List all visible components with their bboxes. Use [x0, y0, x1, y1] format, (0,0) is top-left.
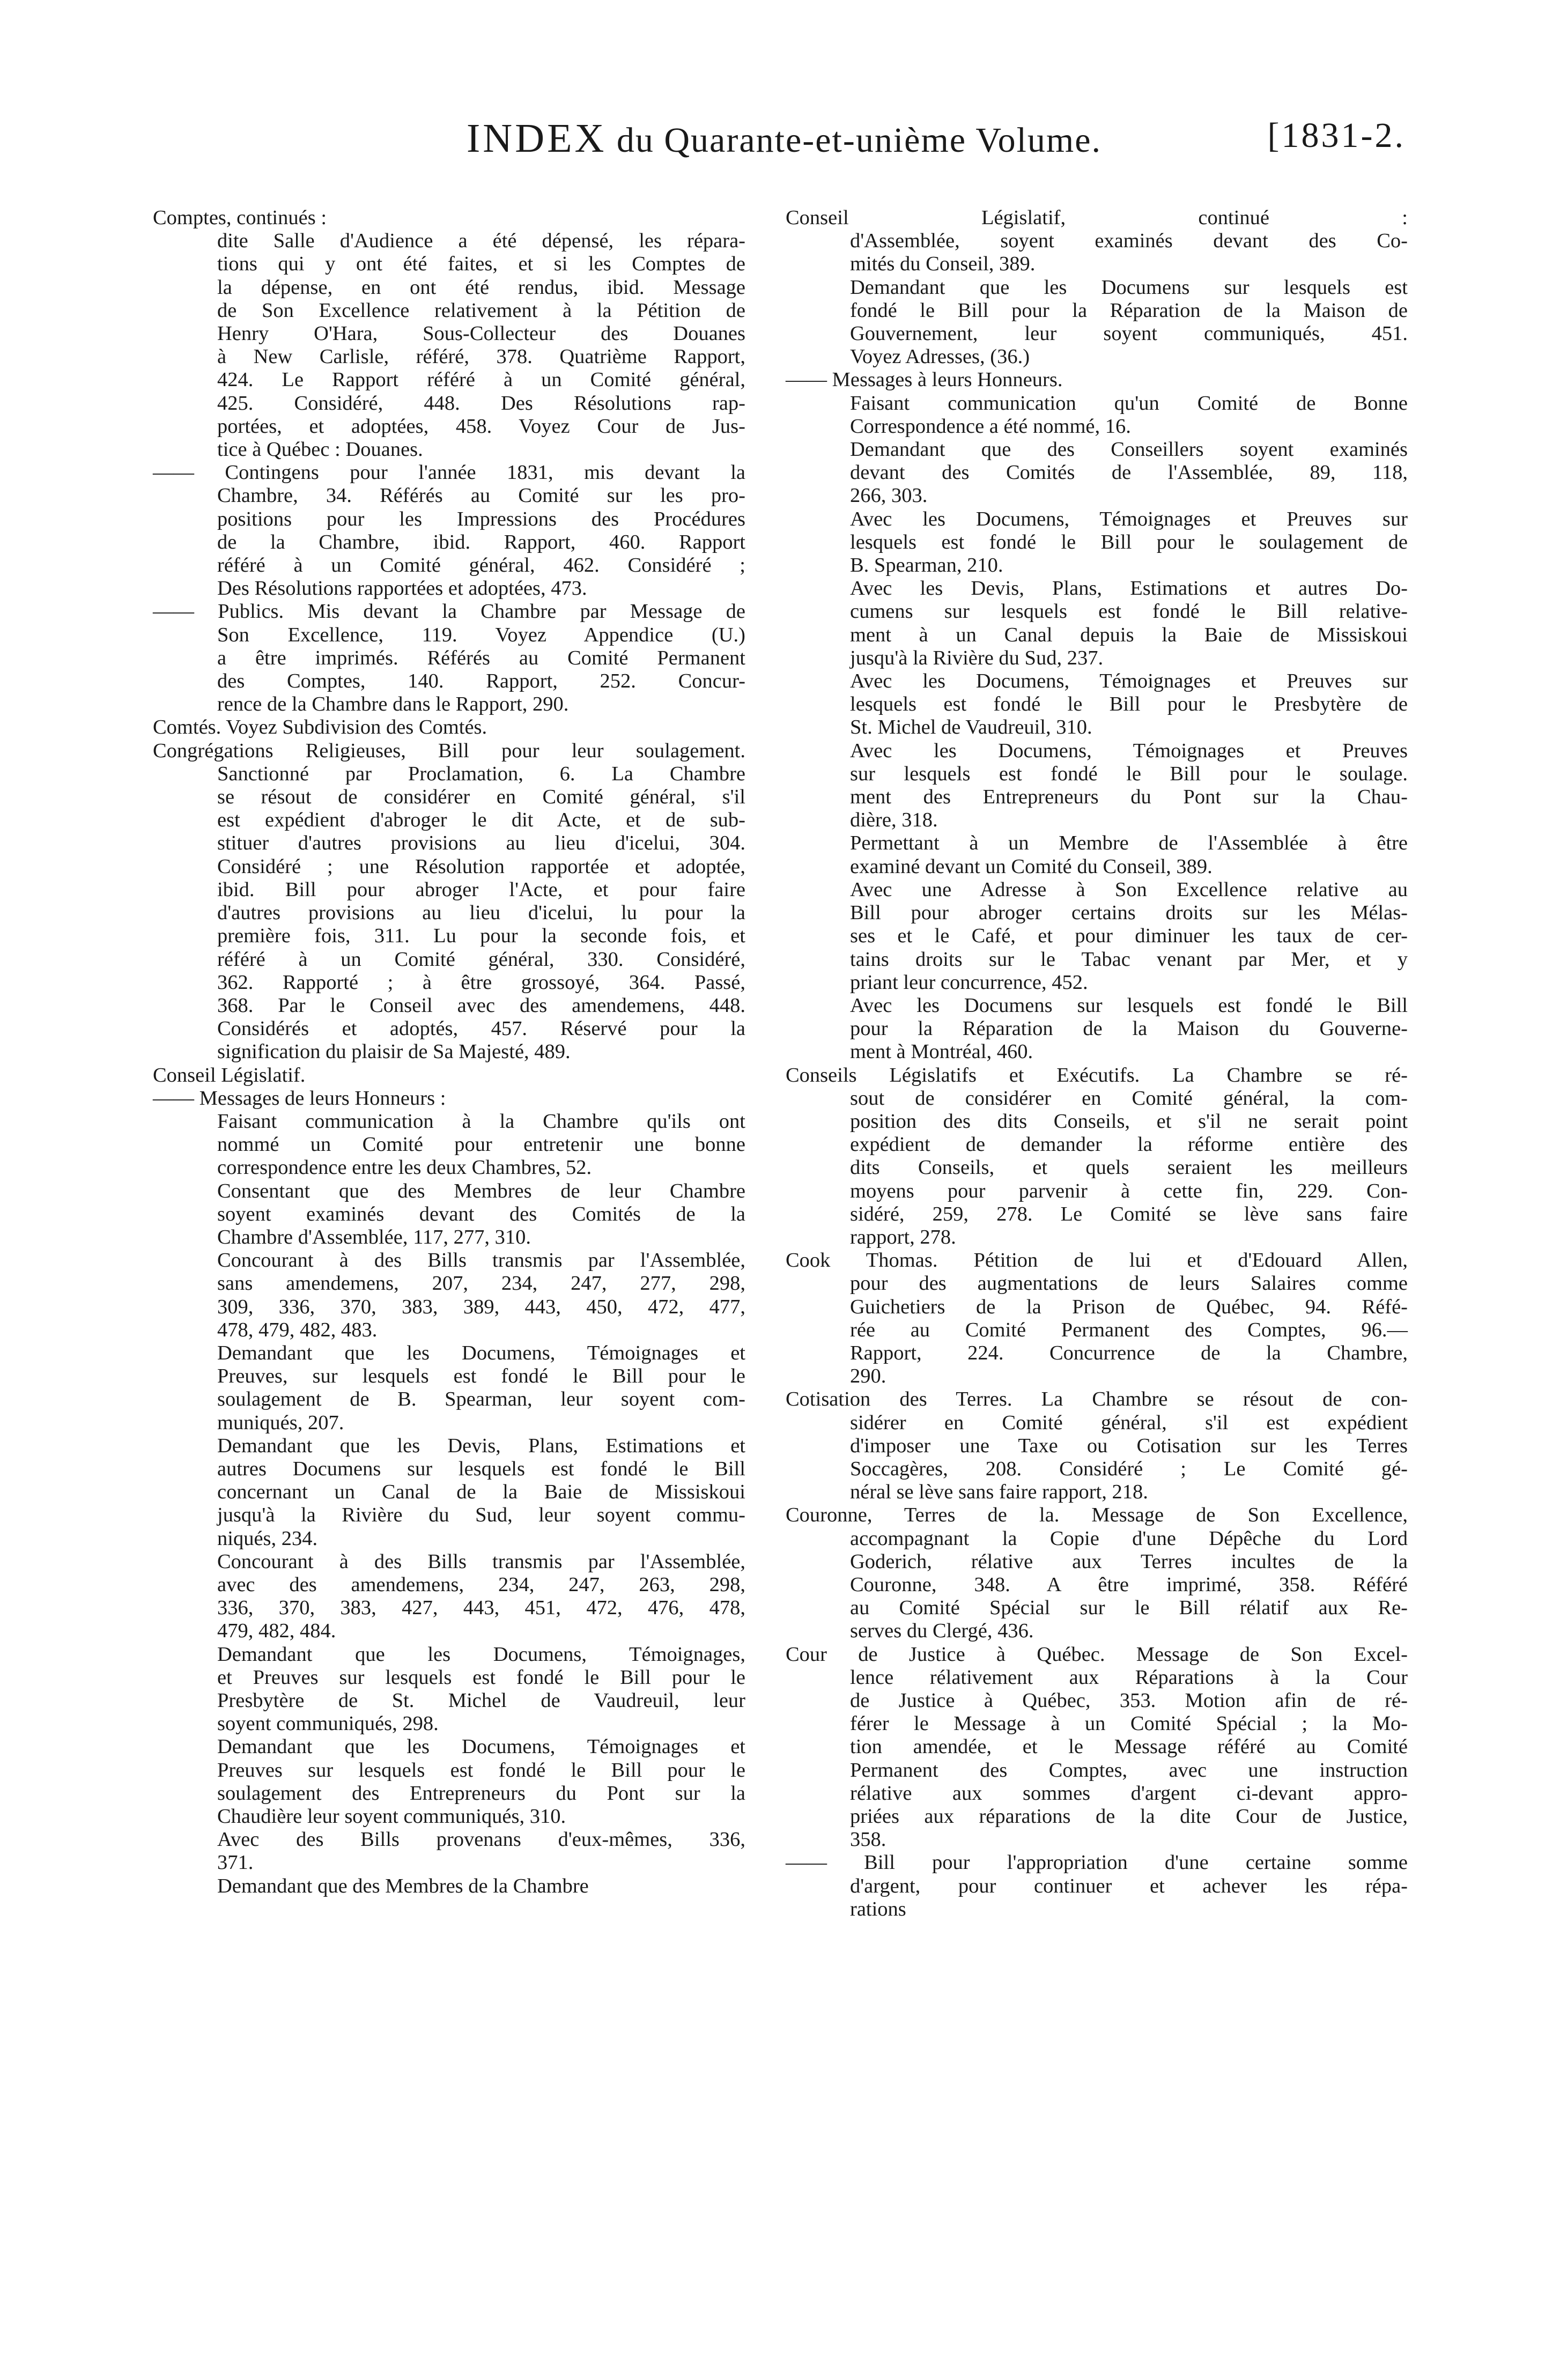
- entry-line: d'autres provisions au lieu d'icelui, lu pour la: [217, 901, 745, 925]
- entry-line: tions qui y ont été faites, et si les Comptes de: [217, 253, 745, 276]
- entry-line: position des dits Conseils, et s'il ne serait point: [850, 1110, 1408, 1133]
- entry-line: Avec les Documens, Témoignages et Preuves sur: [850, 507, 1408, 530]
- entry-line: devant des Comités de l'Assemblée, 89, 118,: [850, 461, 1408, 484]
- entry-line: Preuves, sur lesquels est fondé le Bill pour le: [217, 1365, 745, 1388]
- entry-line: jusqu'à la Rivière du Sud, 237.: [850, 646, 1104, 669]
- entry-line: Bill pour abroger certains droits sur les Mélas-: [850, 901, 1408, 925]
- entry-line: référé à un Comité général, 462. Considéré ;: [217, 554, 745, 577]
- entry-line: 371.: [217, 1851, 254, 1874]
- index-entry: [786, 1249, 1408, 1388]
- entry-line: lesquels est fondé le Bill pour le Presbytère de: [850, 693, 1408, 716]
- entry-line: Cour de Justice à Québec. Message de Son Excel-: [786, 1643, 1408, 1666]
- entry-line: première fois, 311. Lu pour la seconde fois, et: [217, 925, 745, 948]
- entry-line: Henry O'Hara, Sous-Collecteur des Douanes: [217, 322, 745, 345]
- entry-line: Voyez Adresses, (36.): [850, 345, 1030, 368]
- entry-line: rée au Comité Permanent des Comptes, 96.—: [850, 1318, 1408, 1341]
- entry-line: autres Documens sur lesquels est fondé le Bill: [217, 1457, 745, 1480]
- entry-line: sur lesquels est fondé le Bill pour le soulage.: [850, 762, 1408, 785]
- entry-line: rations: [850, 1897, 906, 1920]
- page-header: [0, 115, 1545, 174]
- entry-line: mités du Conseil, 389.: [850, 253, 1036, 276]
- title-index: INDEX: [467, 116, 607, 161]
- title-volume: du Quarante-et-unième Volume.: [616, 121, 1102, 160]
- entry-line: Gouvernement, leur soyent communiqués, 451.: [850, 322, 1408, 345]
- entry-line: Permettant à un Membre de l'Assemblée à être: [850, 832, 1408, 855]
- entry-line: 358.: [850, 1828, 886, 1851]
- entry-line: sans amendemens, 207, 234, 247, 277, 298,: [217, 1272, 745, 1295]
- entry-line: nommé un Comité pour entretenir une bonne: [217, 1133, 745, 1156]
- entry-line: Guichetiers de la Prison de Québec, 94. Réfé-: [850, 1295, 1408, 1318]
- left-column: [153, 206, 745, 1898]
- entry-line: Preuves sur lesquels est fondé le Bill pour le: [217, 1758, 745, 1782]
- entry-line: est expédient d'abroger le dit Acte, et de sub-: [217, 809, 745, 832]
- entry-line: B. Spearman, 210.: [850, 554, 1003, 577]
- index-entry: [153, 1064, 745, 1087]
- entry-line: dits Conseils, et quels seraient les meilleurs: [850, 1156, 1408, 1179]
- entry-line: stituer d'autres provisions au lieu d'icelui, 304.: [217, 832, 745, 855]
- entry-line: serves du Clergé, 436.: [850, 1620, 1034, 1643]
- index-entry: [786, 438, 1408, 508]
- entry-line: avec des amendemens, 234, 247, 263, 298,: [217, 1573, 745, 1596]
- entry-line: —— Messages de leurs Honneurs :: [153, 1086, 446, 1110]
- entry-line: Chambre d'Assemblée, 117, 277, 310.: [217, 1225, 531, 1248]
- entry-line: et Preuves sur lesquels est fondé le Bill pour le: [217, 1666, 745, 1689]
- entry-line: Demandant que les Documens, Témoignages et: [217, 1735, 745, 1758]
- index-entry: [153, 1435, 745, 1550]
- entry-line: Faisant communication à la Chambre qu'ils ont: [217, 1110, 745, 1133]
- entry-line: à New Carlisle, référé, 378. Quatrième Rapport,: [217, 345, 745, 368]
- entry-line: des Comptes, 140. Rapport, 252. Concur-: [217, 670, 745, 693]
- entry-line: Avec les Documens sur lesquels est fondé le Bill: [850, 994, 1408, 1017]
- entry-line: d'imposer une Taxe ou Cotisation sur les Terres: [850, 1434, 1408, 1457]
- entry-line: de Justice à Québec, 353. Motion afin de ré-: [850, 1689, 1408, 1712]
- entry-line: correspondence entre les deux Chambres, 52.: [217, 1156, 592, 1179]
- entry-line: Des Résolutions rapportées et adoptées, 473.: [217, 577, 587, 600]
- entry-line: rapport, 278.: [850, 1225, 956, 1248]
- index-entry: [786, 508, 1408, 578]
- entry-line: Comptes, continués :: [153, 206, 327, 229]
- index-entry: [153, 740, 745, 1064]
- entry-line: Concourant à des Bills transmis par l'Assemblée,: [217, 1550, 745, 1573]
- index-entry: [153, 716, 745, 739]
- entry-line: Avec les Documens, Témoignages et Preuves: [850, 739, 1408, 762]
- entry-line: Avec les Documens, Témoignages et Preuves sur: [850, 670, 1408, 693]
- entry-line: sout de considérer en Comité général, la com-: [850, 1086, 1408, 1110]
- index-entry: [153, 1735, 745, 1828]
- entry-line: Demandant que les Documens sur lesquels est: [850, 276, 1408, 299]
- entry-line: portées, et adoptées, 458. Voyez Cour de Jus-: [217, 415, 745, 438]
- index-entry: [786, 368, 1408, 391]
- entry-line: soulagement des Entrepreneurs du Pont sur la: [217, 1782, 745, 1805]
- index-entry: [786, 832, 1408, 878]
- entry-line: moyens pour parvenir à cette fin, 229. Con-: [850, 1179, 1408, 1202]
- page-years: [1831-2.: [1267, 116, 1406, 155]
- index-entry: [786, 994, 1408, 1064]
- entry-line: 425. Considéré, 448. Des Résolutions rap-: [217, 391, 745, 415]
- entry-line: cumens sur lesquels est fondé le Bill relative-: [850, 600, 1408, 623]
- entry-line: pour la Réparation de la Maison du Gouverne-: [850, 1017, 1408, 1040]
- page-title: [467, 115, 1102, 162]
- entry-line: Couronne, 348. A être imprimé, 358. Référé: [850, 1573, 1408, 1596]
- entry-line: Concourant à des Bills transmis par l'Assemblée,: [217, 1249, 745, 1272]
- entry-line: signification du plaisir de Sa Majesté, 489.: [217, 1040, 571, 1063]
- entry-line: 266, 303.: [850, 484, 928, 507]
- index-entry: [786, 878, 1408, 994]
- entry-line: 478, 479, 482, 483.: [217, 1318, 378, 1341]
- index-entry: [153, 1110, 745, 1180]
- entry-line: priant leur concurrence, 452.: [850, 971, 1088, 994]
- entry-line: de Son Excellence relativement à la Pétition de: [217, 299, 745, 322]
- entry-line: —— Bill pour l'appropriation d'une certaine somme: [786, 1851, 1408, 1874]
- entry-line: soulagement de B. Spearman, leur soyent com-: [217, 1388, 745, 1411]
- entry-line: Conseil Législatif.: [153, 1063, 306, 1086]
- entry-line: Chaudière leur soyent communiqués, 310.: [217, 1805, 566, 1828]
- index-entry: [786, 392, 1408, 438]
- index-entry: [786, 740, 1408, 832]
- entry-line: —— Messages à leurs Honneurs.: [786, 368, 1063, 391]
- entry-line: a être imprimés. Référés au Comité Permanent: [217, 646, 745, 669]
- entry-line: Avec des Bills provenans d'eux-mêmes, 336,: [217, 1828, 745, 1851]
- entry-line: dière, 318.: [850, 809, 938, 832]
- entry-line: Cook Thomas. Pétition de lui et d'Edouard Allen,: [786, 1249, 1408, 1272]
- index-entry: [786, 1643, 1408, 1852]
- entry-line: accompagnant la Copie d'une Dépêche du Lord: [850, 1527, 1408, 1550]
- entry-line: jusqu'à la Rivière du Sud, leur soyent commu-: [217, 1504, 745, 1527]
- index-entry: [153, 230, 745, 461]
- index-entry: [153, 1249, 745, 1342]
- entry-line: Cotisation des Terres. La Chambre se résout de con-: [786, 1388, 1408, 1411]
- index-entry: [153, 1087, 745, 1110]
- entry-line: Consentant que des Membres de leur Chambre: [217, 1179, 745, 1202]
- entry-line: de la Chambre, ibid. Rapport, 460. Rapport: [217, 530, 745, 553]
- entry-line: Rapport, 224. Concurrence de la Chambre,: [850, 1341, 1408, 1364]
- entry-line: au Comité Spécial sur le Bill rélatif aux Re-: [850, 1596, 1408, 1620]
- index-entry: [153, 1643, 745, 1736]
- entry-line: ment à un Canal depuis la Baie de Missiskoui: [850, 623, 1408, 646]
- entry-line: Couronne, Terres de la. Message de Son Excellence,: [786, 1504, 1408, 1527]
- entry-line: Congrégations Religieuses, Bill pour leur soulagement.: [153, 739, 745, 762]
- entry-line: rélative aux sommes d'argent ci-devant appro-: [850, 1782, 1408, 1805]
- entry-line: Chambre, 34. Référés au Comité sur les pro-: [217, 484, 745, 507]
- entry-line: Demandant que les Devis, Plans, Estimations et: [217, 1434, 745, 1457]
- entry-line: lence rélativement aux Réparations à la Cour: [850, 1666, 1408, 1689]
- index-entry: [153, 1550, 745, 1643]
- entry-line: 479, 482, 484.: [217, 1620, 336, 1643]
- entry-line: Avec les Devis, Plans, Estimations et autres Do-: [850, 577, 1408, 600]
- entry-line: 309, 336, 370, 383, 389, 443, 450, 472, 477,: [217, 1295, 745, 1318]
- entry-line: Goderich, rélative aux Terres incultes de la: [850, 1550, 1408, 1573]
- entry-line: référé à un Comité général, 330. Considéré,: [217, 948, 745, 971]
- entry-line: 424. Le Rapport référé à un Comité général,: [217, 368, 745, 391]
- entry-line: Avec une Adresse à Son Excellence relative au: [850, 878, 1408, 901]
- entry-line: 368. Par le Conseil avec des amendemens, 448.: [217, 994, 745, 1017]
- entry-line: ment des Entrepreneurs du Pont sur la Chau-: [850, 786, 1408, 809]
- entry-line: Demandant que des Membres de la Chambre: [217, 1874, 589, 1897]
- entry-line: examiné devant un Comité du Conseil, 389.: [850, 855, 1213, 878]
- entry-line: 290.: [850, 1365, 886, 1388]
- entry-line: Comtés. Voyez Subdivision des Comtés.: [153, 716, 487, 739]
- entry-line: 336, 370, 383, 427, 443, 451, 472, 476, 478,: [217, 1596, 745, 1620]
- entry-line: Conseils Législatifs et Exécutifs. La Chambre se ré-: [786, 1063, 1408, 1086]
- entry-line: soyent communiqués, 298.: [217, 1712, 439, 1735]
- index-entry: [786, 670, 1408, 740]
- entry-line: Son Excellence, 119. Voyez Appendice (U.): [217, 623, 745, 646]
- index-entry: [786, 206, 1408, 276]
- entry-line: Presbytère de St. Michel de Vaudreuil, leur: [217, 1689, 745, 1712]
- entry-line: sidéré, 259, 278. Le Comité se lève sans faire: [850, 1202, 1408, 1225]
- index-entry: [786, 276, 1408, 369]
- entry-line: la dépense, en ont été rendus, ibid. Message: [217, 276, 745, 299]
- entry-line: Considéré ; une Résolution rapportée et adoptée,: [217, 855, 745, 878]
- entry-line: expédient de demander la réforme entière des: [850, 1133, 1408, 1156]
- entry-line: se résout de considérer en Comité général, s'il: [217, 786, 745, 809]
- entry-line: —— Contingens pour l'année 1831, mis devant la: [153, 461, 745, 484]
- entry-line: lesquels est fondé le Bill pour le soulagement de: [850, 530, 1408, 553]
- entry-line: d'argent, pour continuer et achever les répa-: [850, 1874, 1408, 1897]
- index-entry: [786, 577, 1408, 670]
- entry-line: fondé le Bill pour la Réparation de la Maison de: [850, 299, 1408, 322]
- index-entry: [153, 1875, 745, 1898]
- entry-line: Considérés et adoptés, 457. Réservé pour la: [217, 1017, 745, 1040]
- index-entry: [786, 1504, 1408, 1643]
- entry-line: d'Assemblée, soyent examinés devant des Co-: [850, 230, 1408, 253]
- index-entry: [153, 206, 745, 230]
- entry-line: tion amendée, et le Message référé au Comité: [850, 1735, 1408, 1758]
- entry-line: Demandant que les Documens, Témoignages,: [217, 1643, 745, 1666]
- entry-line: néral se lève sans faire rapport, 218.: [850, 1481, 1148, 1504]
- right-column: [786, 206, 1408, 1921]
- index-entry: [786, 1388, 1408, 1504]
- entry-line: —— Publics. Mis devant la Chambre par Message de: [153, 600, 745, 623]
- entry-line: soyent examinés devant des Comités de la: [217, 1202, 745, 1225]
- entry-line: sidérer en Comité général, s'il est expédient: [850, 1411, 1408, 1434]
- entry-line: Demandant que les Documens, Témoignages et: [217, 1341, 745, 1364]
- entry-line: ibid. Bill pour abroger l'Acte, et pour faire: [217, 878, 745, 901]
- entry-line: St. Michel de Vaudreuil, 310.: [850, 716, 1092, 739]
- entry-line: positions pour les Impressions des Procédures: [217, 507, 745, 530]
- entry-line: Permanent des Comptes, avec une instruction: [850, 1758, 1408, 1782]
- entry-line: pour des augmentations de leurs Salaires comme: [850, 1272, 1408, 1295]
- entry-line: rence de la Chambre dans le Rapport, 290.: [217, 693, 569, 716]
- entry-line: Soccagères, 208. Considéré ; Le Comité gé-: [850, 1457, 1408, 1480]
- entry-line: niqués, 234.: [217, 1527, 318, 1550]
- index-entry: [153, 600, 745, 716]
- entry-line: concernant un Canal de la Baie de Missiskoui: [217, 1481, 745, 1504]
- index-entry: [153, 1828, 745, 1874]
- entry-line: férer le Message à un Comité Spécial ; la Mo-: [850, 1712, 1408, 1735]
- entry-line: ses et le Café, et pour diminuer les taux de cer-: [850, 925, 1408, 948]
- entry-line: ment à Montréal, 460.: [850, 1040, 1033, 1063]
- entry-line: Faisant communication qu'un Comité de Bonne: [850, 391, 1408, 415]
- entry-line: Demandant que des Conseillers soyent examinés: [850, 438, 1408, 461]
- entry-line: tains droits sur le Tabac venant par Mer, et y: [850, 948, 1408, 971]
- entry-line: dite Salle d'Audience a été dépensé, les répara-: [217, 230, 745, 253]
- entry-line: Sanctionné par Proclamation, 6. La Chambre: [217, 762, 745, 785]
- entry-line: 362. Rapporté ; à être grossoyé, 364. Passé,: [217, 971, 745, 994]
- entry-line: tice à Québec : Douanes.: [217, 438, 423, 461]
- index-entry: [153, 461, 745, 600]
- index-entry: [153, 1342, 745, 1435]
- index-entry: [786, 1064, 1408, 1250]
- entry-line: muniqués, 207.: [217, 1411, 344, 1434]
- index-entry: [786, 1851, 1408, 1921]
- entry-line: priées aux réparations de la dite Cour de Justice,: [850, 1805, 1408, 1828]
- index-entry: [153, 1180, 745, 1250]
- entry-line: Conseil Législatif, continué :: [786, 206, 1408, 229]
- entry-line: Correspondence a été nommé, 16.: [850, 415, 1131, 438]
